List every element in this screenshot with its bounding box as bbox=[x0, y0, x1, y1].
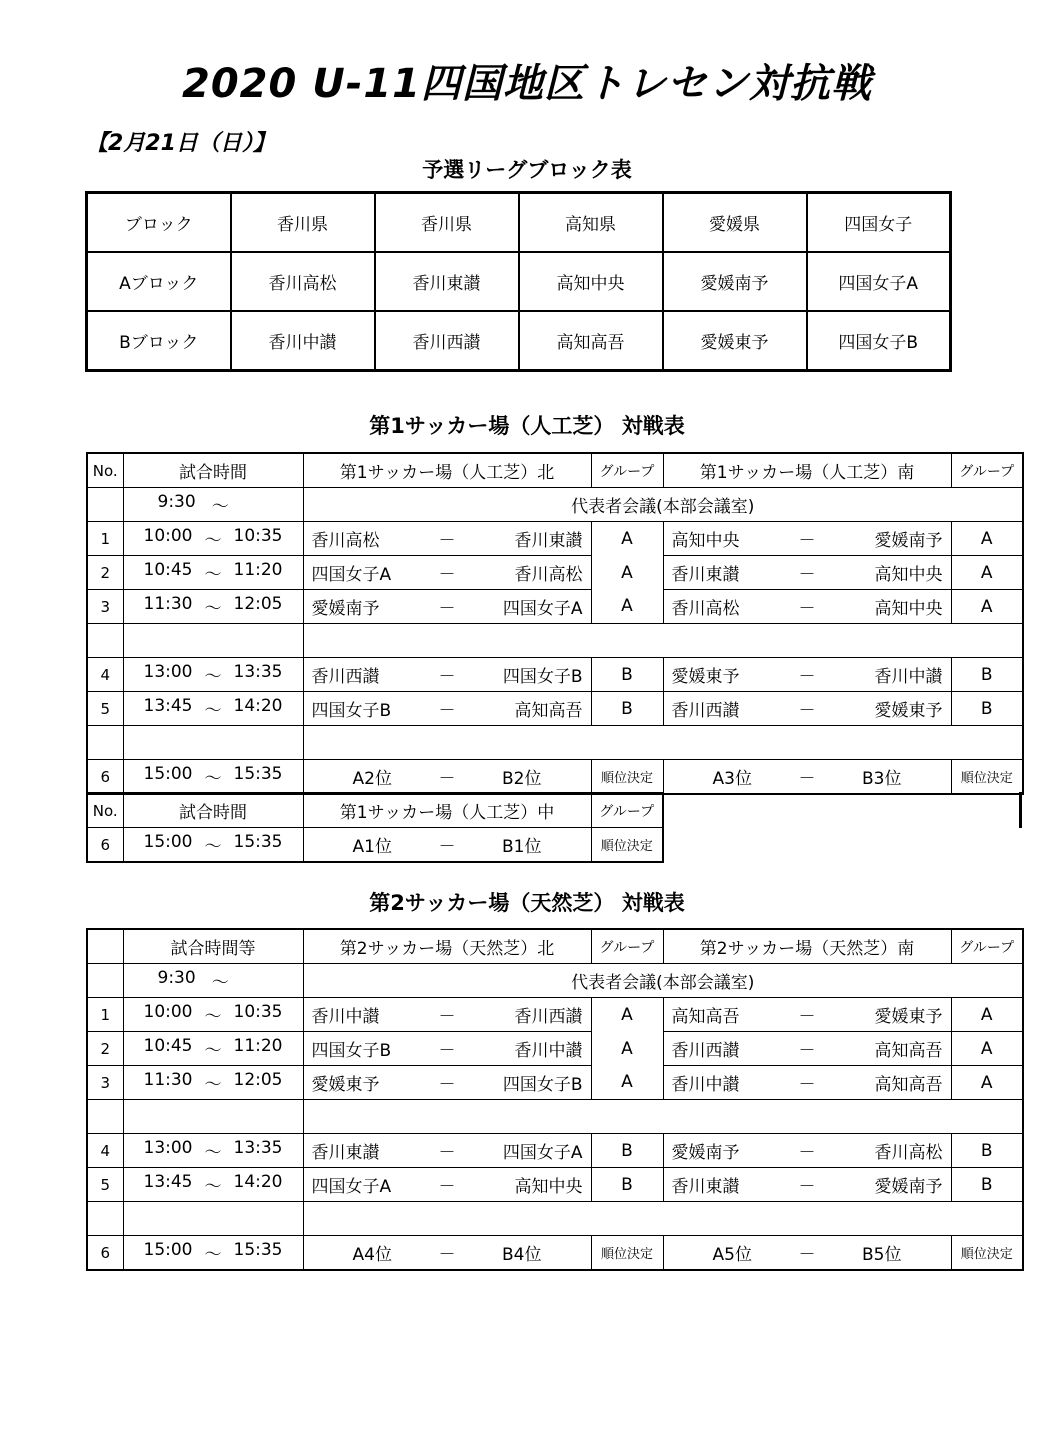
field2-schedule-table bbox=[86, 928, 1024, 1271]
group-header: グループ bbox=[951, 453, 1023, 488]
north-match bbox=[303, 1066, 591, 1100]
block-cell: 高知中央 bbox=[519, 252, 663, 311]
match-number: 6 bbox=[87, 760, 123, 795]
north-group: A bbox=[591, 998, 663, 1032]
block-cell: 愛媛南予 bbox=[663, 252, 807, 311]
versus-dash: － bbox=[798, 599, 816, 619]
match-number: 6 bbox=[87, 1236, 123, 1271]
match-number: 2 bbox=[87, 1032, 123, 1066]
match-time bbox=[123, 828, 303, 863]
south-match bbox=[663, 658, 951, 692]
south-group: A bbox=[951, 590, 1023, 624]
away-team: 高知中央 bbox=[874, 565, 943, 585]
end-time: 10:35 bbox=[233, 1002, 283, 1022]
north-group: A bbox=[591, 1032, 663, 1066]
away-team: 高知高吾 bbox=[874, 1075, 943, 1095]
schedule-header-row bbox=[87, 793, 663, 828]
north-group: B bbox=[591, 692, 663, 726]
end-time: 12:05 bbox=[233, 1070, 283, 1090]
match-number: 2 bbox=[87, 556, 123, 590]
south-match bbox=[663, 998, 951, 1032]
end-time: 11:20 bbox=[233, 1036, 283, 1056]
break-row bbox=[87, 1202, 1023, 1236]
group-header: グループ bbox=[591, 453, 663, 488]
start-time: 9:30 bbox=[157, 968, 196, 988]
block-row-a bbox=[87, 252, 951, 311]
no-cell bbox=[87, 488, 123, 522]
match-row bbox=[87, 1168, 1023, 1202]
home-team: 香川中讃 bbox=[311, 1007, 380, 1027]
match-number: 4 bbox=[87, 1134, 123, 1168]
match-row bbox=[87, 828, 663, 863]
home-team: 香川高松 bbox=[311, 531, 380, 551]
meeting-text: 代表者会議(本部会議室) bbox=[303, 964, 1023, 998]
away-team: 四国女子A bbox=[502, 1143, 583, 1163]
tilde: 〜 bbox=[204, 565, 222, 585]
center-group: 順位決定 bbox=[591, 828, 663, 863]
start-time: 13:00 bbox=[143, 662, 193, 682]
home-team: A5位 bbox=[712, 1245, 752, 1265]
end-time: 14:20 bbox=[233, 1172, 283, 1192]
end-time: 15:35 bbox=[233, 1240, 283, 1260]
away-team: 四国女子A bbox=[502, 599, 583, 619]
block-cell: 香川西讃 bbox=[375, 311, 519, 371]
north-match bbox=[303, 760, 591, 795]
table-border bbox=[1019, 792, 1022, 828]
home-team: 香川西讃 bbox=[671, 1041, 740, 1061]
match-time bbox=[123, 1134, 303, 1168]
no-cell bbox=[87, 624, 123, 658]
meeting-time bbox=[123, 964, 303, 998]
match-row bbox=[87, 1236, 1023, 1271]
block-cell: 愛媛東予 bbox=[663, 311, 807, 371]
north-match bbox=[303, 1134, 591, 1168]
time-header: 試合時間 bbox=[123, 453, 303, 488]
match-number: 6 bbox=[87, 828, 123, 863]
match-time bbox=[123, 760, 303, 795]
versus-dash: － bbox=[798, 769, 816, 789]
end-time: 13:35 bbox=[233, 1138, 283, 1158]
south-match bbox=[663, 760, 951, 795]
versus-dash: － bbox=[798, 531, 816, 551]
north-group: B bbox=[591, 658, 663, 692]
break-cell bbox=[303, 1100, 1023, 1134]
match-row bbox=[87, 1134, 1023, 1168]
away-team: 四国女子B bbox=[502, 1075, 583, 1095]
home-team: 四国女子A bbox=[311, 1177, 392, 1197]
north-match bbox=[303, 590, 591, 624]
home-team: 香川東讃 bbox=[671, 565, 740, 585]
versus-dash: － bbox=[438, 599, 456, 619]
start-time: 13:00 bbox=[143, 1138, 193, 1158]
north-group: B bbox=[591, 1168, 663, 1202]
no-cell bbox=[87, 964, 123, 998]
match-row bbox=[87, 522, 1023, 556]
block-header-cell: ブロック bbox=[87, 193, 231, 253]
match-time bbox=[123, 522, 303, 556]
home-team: 高知高吾 bbox=[671, 1007, 740, 1027]
home-team: A2位 bbox=[352, 769, 392, 789]
home-team: 香川西讃 bbox=[311, 667, 380, 687]
match-time bbox=[123, 658, 303, 692]
versus-dash: － bbox=[798, 565, 816, 585]
date-label: 【2月21日（日）】 bbox=[86, 131, 275, 156]
versus-dash: － bbox=[438, 1177, 456, 1197]
north-match bbox=[303, 658, 591, 692]
time-header: 試合時間等 bbox=[123, 929, 303, 964]
versus-dash: － bbox=[438, 1075, 456, 1095]
versus-dash: － bbox=[798, 1245, 816, 1265]
block-cell: 香川中讃 bbox=[231, 311, 375, 371]
tilde: 〜 bbox=[204, 1075, 222, 1095]
north-group: A bbox=[591, 556, 663, 590]
break-row bbox=[87, 726, 1023, 760]
center-field-header: 第1サッカー場（人工芝）中 bbox=[303, 793, 591, 828]
block-header-cell: 愛媛県 bbox=[663, 193, 807, 253]
north-match bbox=[303, 556, 591, 590]
versus-dash: － bbox=[438, 769, 456, 789]
time-cell bbox=[123, 1100, 303, 1134]
away-team: 高知高吾 bbox=[514, 701, 583, 721]
break-cell bbox=[303, 1202, 1023, 1236]
north-group: A bbox=[591, 590, 663, 624]
match-time bbox=[123, 1168, 303, 1202]
tilde: 〜 bbox=[211, 497, 229, 517]
end-time: 13:35 bbox=[233, 662, 283, 682]
start-time: 13:45 bbox=[143, 696, 193, 716]
start-time: 15:00 bbox=[143, 764, 193, 784]
time-header: 試合時間 bbox=[123, 793, 303, 828]
north-group: A bbox=[591, 522, 663, 556]
south-group: A bbox=[951, 1032, 1023, 1066]
start-time: 9:30 bbox=[157, 492, 196, 512]
block-cell: 香川東讃 bbox=[375, 252, 519, 311]
block-cell: Aブロック bbox=[87, 252, 231, 311]
home-team: 愛媛南予 bbox=[671, 1143, 740, 1163]
south-match bbox=[663, 1066, 951, 1100]
away-team: 香川中讃 bbox=[514, 1041, 583, 1061]
match-row bbox=[87, 998, 1023, 1032]
away-team: 高知高吾 bbox=[874, 1041, 943, 1061]
break-row bbox=[87, 1100, 1023, 1134]
versus-dash: － bbox=[438, 1041, 456, 1061]
versus-dash: － bbox=[438, 701, 456, 721]
match-number: 3 bbox=[87, 1066, 123, 1100]
away-team: 愛媛南予 bbox=[874, 531, 943, 551]
north-group: 順位決定 bbox=[591, 1236, 663, 1271]
away-team: B3位 bbox=[862, 769, 902, 789]
north-match bbox=[303, 692, 591, 726]
match-number: 4 bbox=[87, 658, 123, 692]
south-field-header: 第1サッカー場（人工芝）南 bbox=[663, 453, 951, 488]
tilde: 〜 bbox=[204, 1245, 222, 1265]
north-match bbox=[303, 1168, 591, 1202]
block-table-heading: 予選リーグブロック表 bbox=[422, 158, 632, 182]
away-team: 愛媛南予 bbox=[874, 1177, 943, 1197]
versus-dash: － bbox=[438, 667, 456, 687]
south-match bbox=[663, 1168, 951, 1202]
away-team: 愛媛東予 bbox=[874, 1007, 943, 1027]
away-team: B1位 bbox=[502, 837, 542, 857]
match-time bbox=[123, 556, 303, 590]
south-group: B bbox=[951, 1168, 1023, 1202]
tilde: 〜 bbox=[204, 599, 222, 619]
time-cell bbox=[123, 726, 303, 760]
match-row bbox=[87, 1066, 1023, 1100]
start-time: 15:00 bbox=[143, 832, 193, 852]
away-team: 高知中央 bbox=[514, 1177, 583, 1197]
south-group: A bbox=[951, 1066, 1023, 1100]
versus-dash: － bbox=[438, 531, 456, 551]
time-cell bbox=[123, 1202, 303, 1236]
block-cell: Bブロック bbox=[87, 311, 231, 371]
away-team: 香川高松 bbox=[514, 565, 583, 585]
north-match bbox=[303, 1032, 591, 1066]
south-group: A bbox=[951, 522, 1023, 556]
tilde: 〜 bbox=[204, 1143, 222, 1163]
south-match bbox=[663, 522, 951, 556]
start-time: 13:45 bbox=[143, 1172, 193, 1192]
field1-center-table bbox=[86, 792, 664, 863]
away-team: B2位 bbox=[502, 769, 542, 789]
home-team: 香川西讃 bbox=[671, 701, 740, 721]
match-time bbox=[123, 692, 303, 726]
no-cell bbox=[87, 1100, 123, 1134]
south-match bbox=[663, 1236, 951, 1271]
away-team: 香川東讃 bbox=[514, 531, 583, 551]
block-cell: 高知高吾 bbox=[519, 311, 663, 371]
versus-dash: － bbox=[798, 1041, 816, 1061]
south-group: B bbox=[951, 692, 1023, 726]
versus-dash: － bbox=[438, 1245, 456, 1265]
start-time: 10:45 bbox=[143, 560, 193, 580]
group-header: グループ bbox=[591, 929, 663, 964]
time-cell bbox=[123, 624, 303, 658]
block-row-b bbox=[87, 311, 951, 371]
home-team: 愛媛東予 bbox=[671, 667, 740, 687]
south-group: A bbox=[951, 556, 1023, 590]
match-row bbox=[87, 760, 1023, 795]
match-row bbox=[87, 658, 1023, 692]
end-time: 11:20 bbox=[233, 560, 283, 580]
schedule-header-row bbox=[87, 929, 1023, 964]
field1-schedule-table bbox=[86, 452, 1024, 795]
block-header-row bbox=[87, 193, 951, 253]
north-field-header: 第1サッカー場（人工芝）北 bbox=[303, 453, 591, 488]
tilde: 〜 bbox=[211, 973, 229, 993]
match-number: 5 bbox=[87, 1168, 123, 1202]
group-header: グループ bbox=[951, 929, 1023, 964]
away-team: 高知中央 bbox=[874, 599, 943, 619]
versus-dash: － bbox=[438, 1007, 456, 1027]
block-header-cell: 香川県 bbox=[231, 193, 375, 253]
end-time: 15:35 bbox=[233, 764, 283, 784]
south-group: B bbox=[951, 1134, 1023, 1168]
versus-dash: － bbox=[438, 1143, 456, 1163]
home-team: 愛媛南予 bbox=[311, 599, 380, 619]
versus-dash: － bbox=[798, 1007, 816, 1027]
away-team: B4位 bbox=[502, 1245, 542, 1265]
meeting-time bbox=[123, 488, 303, 522]
tilde: 〜 bbox=[204, 667, 222, 687]
break-row bbox=[87, 624, 1023, 658]
south-match bbox=[663, 590, 951, 624]
match-row bbox=[87, 692, 1023, 726]
versus-dash: － bbox=[798, 1177, 816, 1197]
versus-dash: － bbox=[798, 667, 816, 687]
break-cell bbox=[303, 624, 1023, 658]
home-team: 香川高松 bbox=[671, 599, 740, 619]
home-team: 香川東讃 bbox=[671, 1177, 740, 1197]
match-row bbox=[87, 556, 1023, 590]
south-group: B bbox=[951, 658, 1023, 692]
no-cell bbox=[87, 1202, 123, 1236]
field1-schedule-heading: 第1サッカー場（人工芝） 対戦表 bbox=[369, 414, 685, 438]
home-team: 高知中央 bbox=[671, 531, 740, 551]
block-header-cell: 高知県 bbox=[519, 193, 663, 253]
start-time: 15:00 bbox=[143, 1240, 193, 1260]
home-team: 四国女子B bbox=[311, 1041, 392, 1061]
away-team: 四国女子B bbox=[502, 667, 583, 687]
versus-dash: － bbox=[438, 565, 456, 585]
tilde: 〜 bbox=[204, 837, 222, 857]
home-team: A3位 bbox=[712, 769, 752, 789]
match-time bbox=[123, 1066, 303, 1100]
tilde: 〜 bbox=[204, 769, 222, 789]
away-team: 香川高松 bbox=[874, 1143, 943, 1163]
south-field-header: 第2サッカー場（天然芝）南 bbox=[663, 929, 951, 964]
versus-dash: － bbox=[798, 1075, 816, 1095]
match-time bbox=[123, 1236, 303, 1271]
north-group: B bbox=[591, 1134, 663, 1168]
versus-dash: － bbox=[798, 701, 816, 721]
versus-dash: － bbox=[798, 1143, 816, 1163]
tilde: 〜 bbox=[204, 1041, 222, 1061]
no-header bbox=[87, 929, 123, 964]
match-number: 1 bbox=[87, 522, 123, 556]
match-number: 1 bbox=[87, 998, 123, 1032]
north-group: A bbox=[591, 1066, 663, 1100]
tilde: 〜 bbox=[204, 1007, 222, 1027]
away-team: 香川西讃 bbox=[514, 1007, 583, 1027]
block-cell: 四国女子A bbox=[807, 252, 951, 311]
home-team: A4位 bbox=[352, 1245, 392, 1265]
away-team: 愛媛東予 bbox=[874, 701, 943, 721]
group-header: グループ bbox=[591, 793, 663, 828]
home-team: 四国女子A bbox=[311, 565, 392, 585]
block-header-cell: 香川県 bbox=[375, 193, 519, 253]
south-group: A bbox=[951, 998, 1023, 1032]
match-row bbox=[87, 1032, 1023, 1066]
block-cell: 香川高松 bbox=[231, 252, 375, 311]
south-match bbox=[663, 1134, 951, 1168]
north-group: 順位決定 bbox=[591, 760, 663, 795]
home-team: 愛媛東予 bbox=[311, 1075, 380, 1095]
meeting-row bbox=[87, 964, 1023, 998]
center-match bbox=[303, 828, 591, 863]
end-time: 12:05 bbox=[233, 594, 283, 614]
field2-schedule-heading: 第2サッカー場（天然芝） 対戦表 bbox=[369, 891, 685, 915]
north-match bbox=[303, 522, 591, 556]
start-time: 10:45 bbox=[143, 1036, 193, 1056]
start-time: 10:00 bbox=[143, 526, 193, 546]
north-match bbox=[303, 1236, 591, 1271]
tilde: 〜 bbox=[204, 1177, 222, 1197]
schedule-header-row bbox=[87, 453, 1023, 488]
versus-dash: － bbox=[438, 837, 456, 857]
start-time: 10:00 bbox=[143, 1002, 193, 1022]
match-row bbox=[87, 590, 1023, 624]
home-team: 香川中讃 bbox=[671, 1075, 740, 1095]
page-title: 2020 U-11四国地区トレセン対抗戦 bbox=[182, 61, 872, 107]
start-time: 11:30 bbox=[143, 594, 193, 614]
meeting-text: 代表者会議(本部会議室) bbox=[303, 488, 1023, 522]
away-team: B5位 bbox=[862, 1245, 902, 1265]
break-cell bbox=[303, 726, 1023, 760]
south-match bbox=[663, 692, 951, 726]
no-header: No. bbox=[87, 793, 123, 828]
match-time bbox=[123, 998, 303, 1032]
block-table bbox=[85, 191, 952, 372]
tilde: 〜 bbox=[204, 531, 222, 551]
block-header-cell: 四国女子 bbox=[807, 193, 951, 253]
tilde: 〜 bbox=[204, 701, 222, 721]
south-group: 順位決定 bbox=[951, 760, 1023, 795]
no-cell bbox=[87, 726, 123, 760]
south-group: 順位決定 bbox=[951, 1236, 1023, 1271]
home-team: A1位 bbox=[352, 837, 392, 857]
end-time: 10:35 bbox=[233, 526, 283, 546]
meeting-row bbox=[87, 488, 1023, 522]
end-time: 14:20 bbox=[233, 696, 283, 716]
match-time bbox=[123, 1032, 303, 1066]
home-team: 四国女子B bbox=[311, 701, 392, 721]
block-cell: 四国女子B bbox=[807, 311, 951, 371]
end-time: 15:35 bbox=[233, 832, 283, 852]
match-time bbox=[123, 590, 303, 624]
no-header: No. bbox=[87, 453, 123, 488]
start-time: 11:30 bbox=[143, 1070, 193, 1090]
south-match bbox=[663, 556, 951, 590]
south-match bbox=[663, 1032, 951, 1066]
north-field-header: 第2サッカー場（天然芝）北 bbox=[303, 929, 591, 964]
match-number: 5 bbox=[87, 692, 123, 726]
home-team: 香川東讃 bbox=[311, 1143, 380, 1163]
away-team: 香川中讃 bbox=[874, 667, 943, 687]
match-number: 3 bbox=[87, 590, 123, 624]
north-match bbox=[303, 998, 591, 1032]
